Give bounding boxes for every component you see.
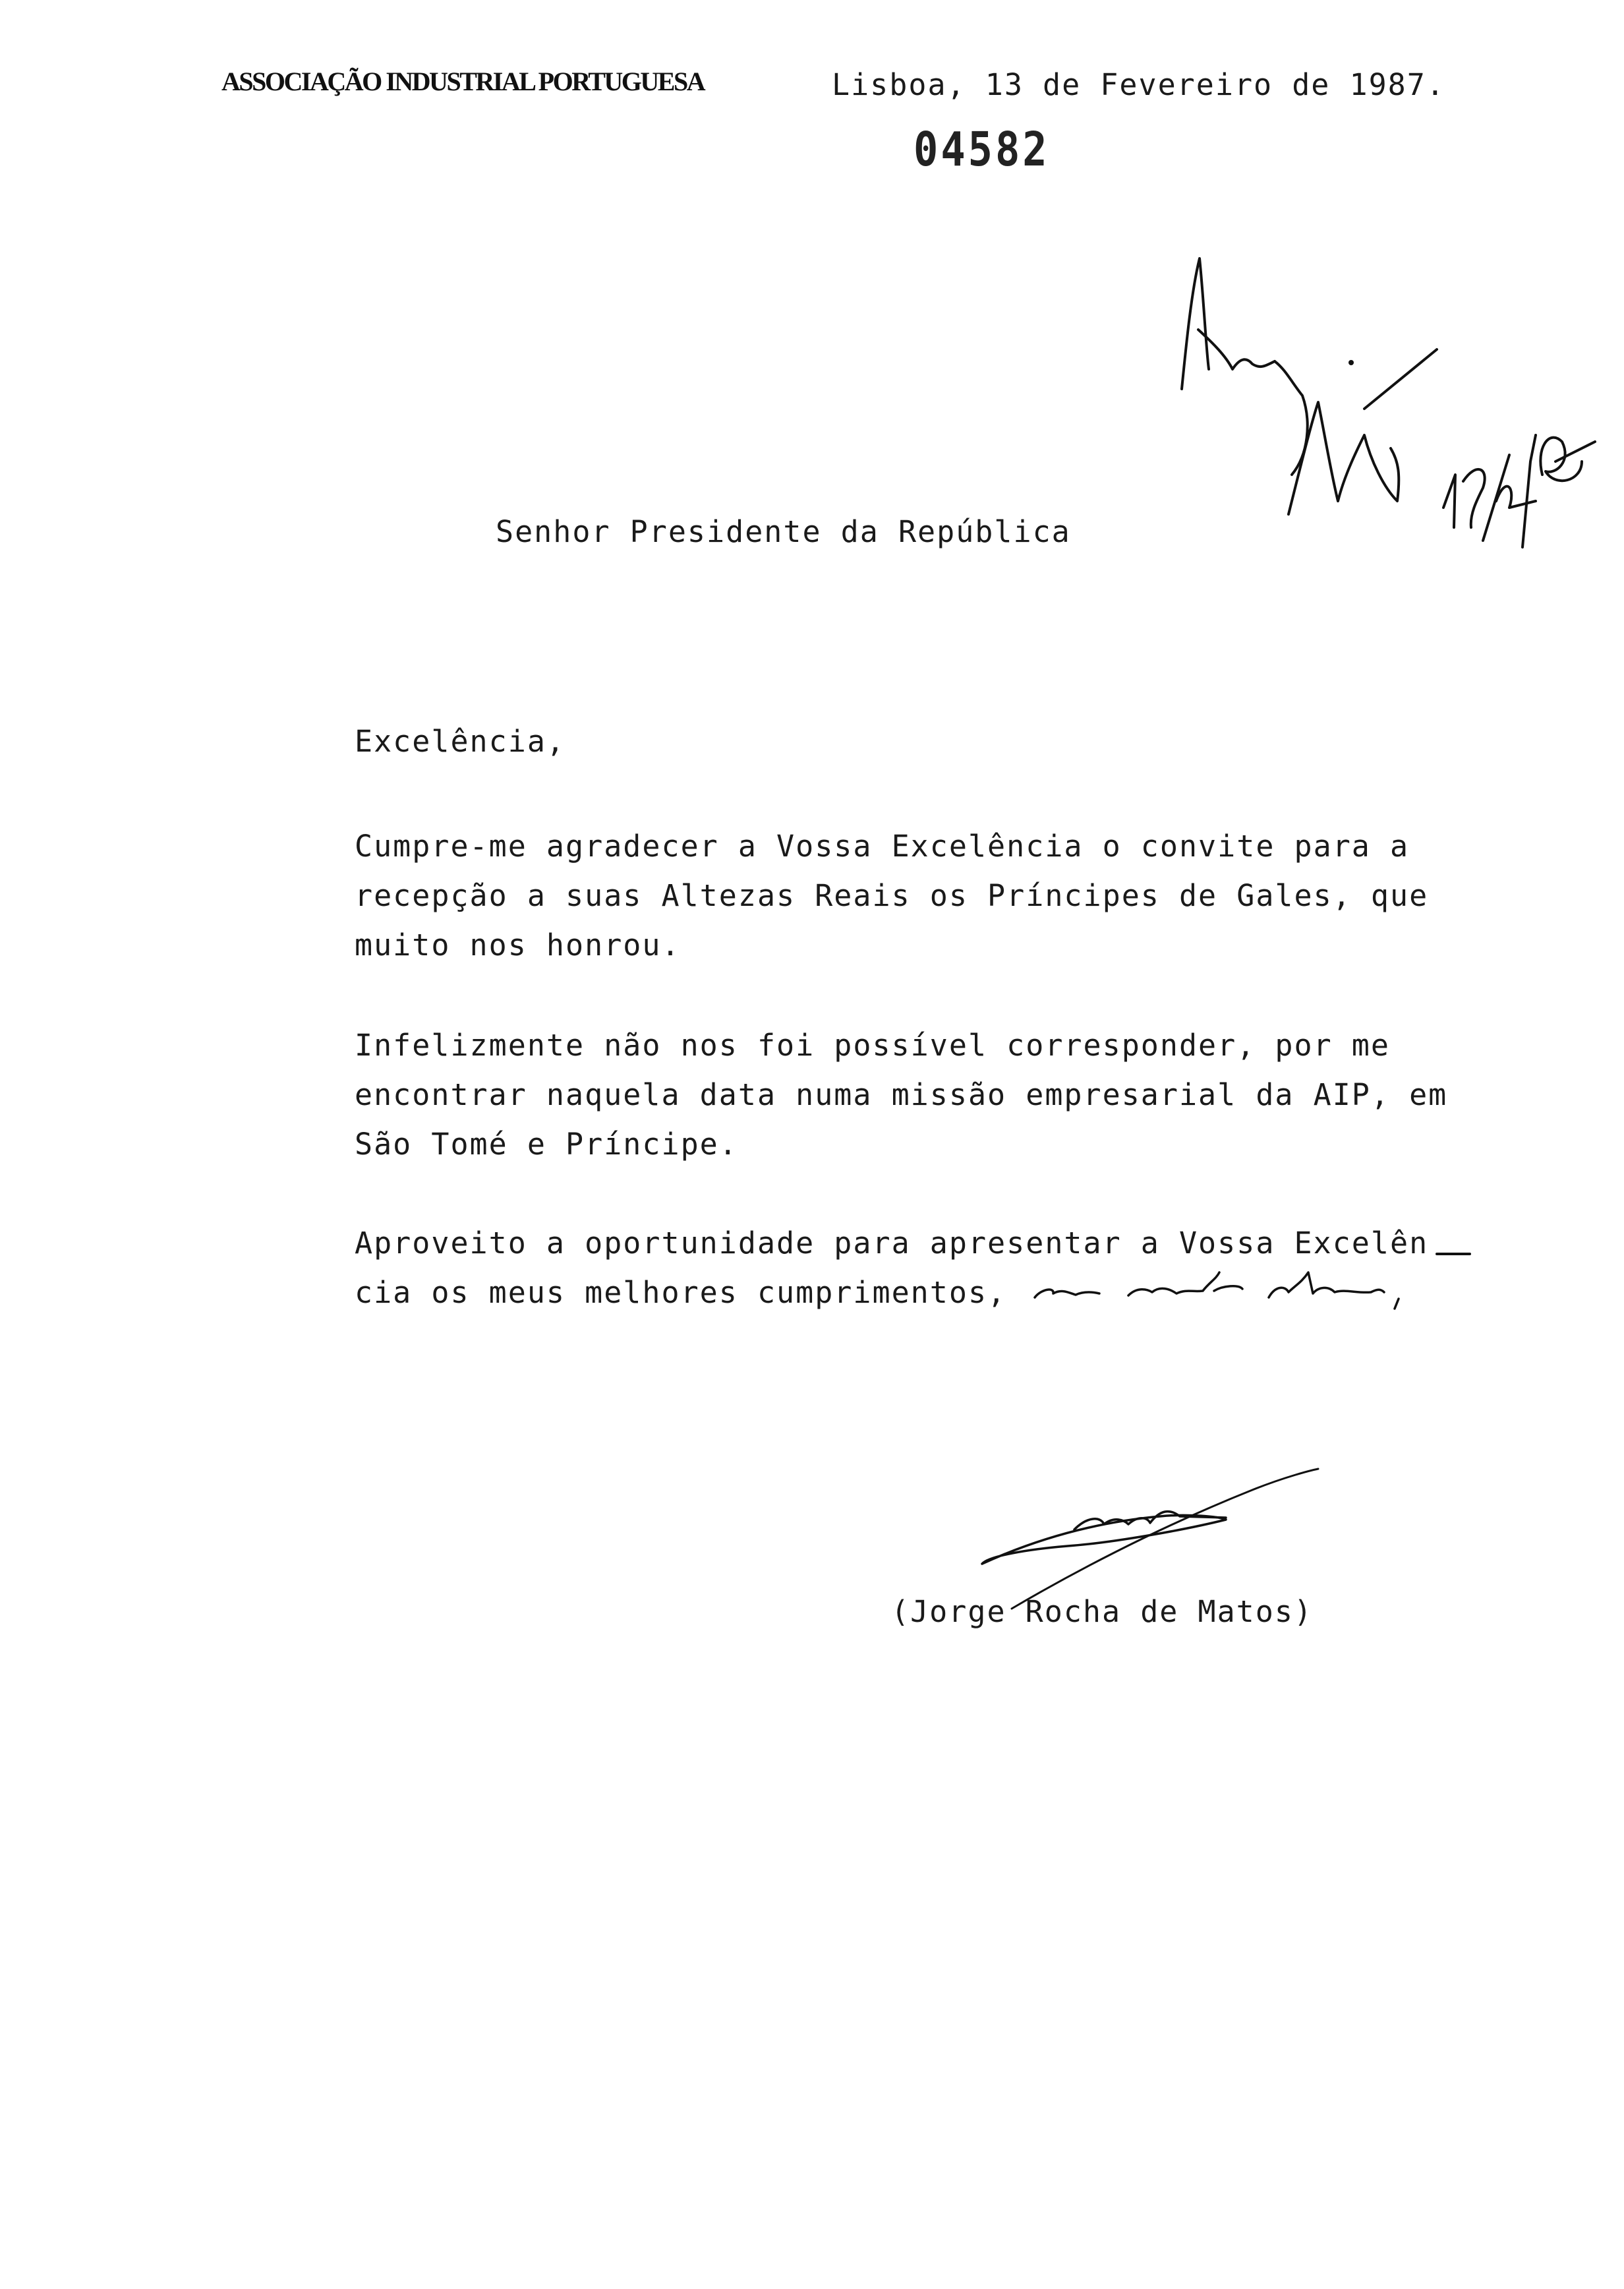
paragraph-regret	[355, 1021, 1447, 1169]
paragraph-line: Infelizmente não nos foi possível corresponder, por me	[355, 1028, 1390, 1063]
letter-date: Lisboa, 13 de Fevereiro de 1987.	[832, 67, 1445, 102]
paragraph-line: Aproveito a oportunidade para apresentar a Vossa Excelên	[355, 1226, 1429, 1261]
paragraph-line: Cumpre-me agradecer a Vossa Excelência o convite para a	[355, 829, 1410, 864]
paragraph-line: São Tomé e Príncipe.	[355, 1127, 738, 1162]
paragraph-line: encontrar naquela data numa missão empresarial da AIP, em	[355, 1077, 1448, 1112]
reference-number-stamp: 04582	[914, 121, 1050, 177]
paragraph-line: muito nos honrou.	[355, 928, 681, 963]
paragraph-closing	[355, 1218, 1428, 1317]
letterhead: ASSOCIAÇÃO INDUSTRIAL PORTUGUESA	[221, 67, 705, 96]
salutation: Excelência,	[355, 724, 566, 759]
signatory-name: (Jorge Rocha de Matos)	[891, 1594, 1314, 1629]
paragraph-line: cia os meus melhores cumprimentos,	[355, 1275, 1007, 1310]
signature	[982, 1469, 1318, 1609]
addressee: Senhor Presidente da República	[496, 514, 1071, 549]
paragraph-line: recepção a suas Altezas Reais os Príncipes de Gales, que	[355, 878, 1429, 913]
handwritten-annotation	[1182, 258, 1595, 547]
paragraph-thanks	[355, 821, 1428, 970]
